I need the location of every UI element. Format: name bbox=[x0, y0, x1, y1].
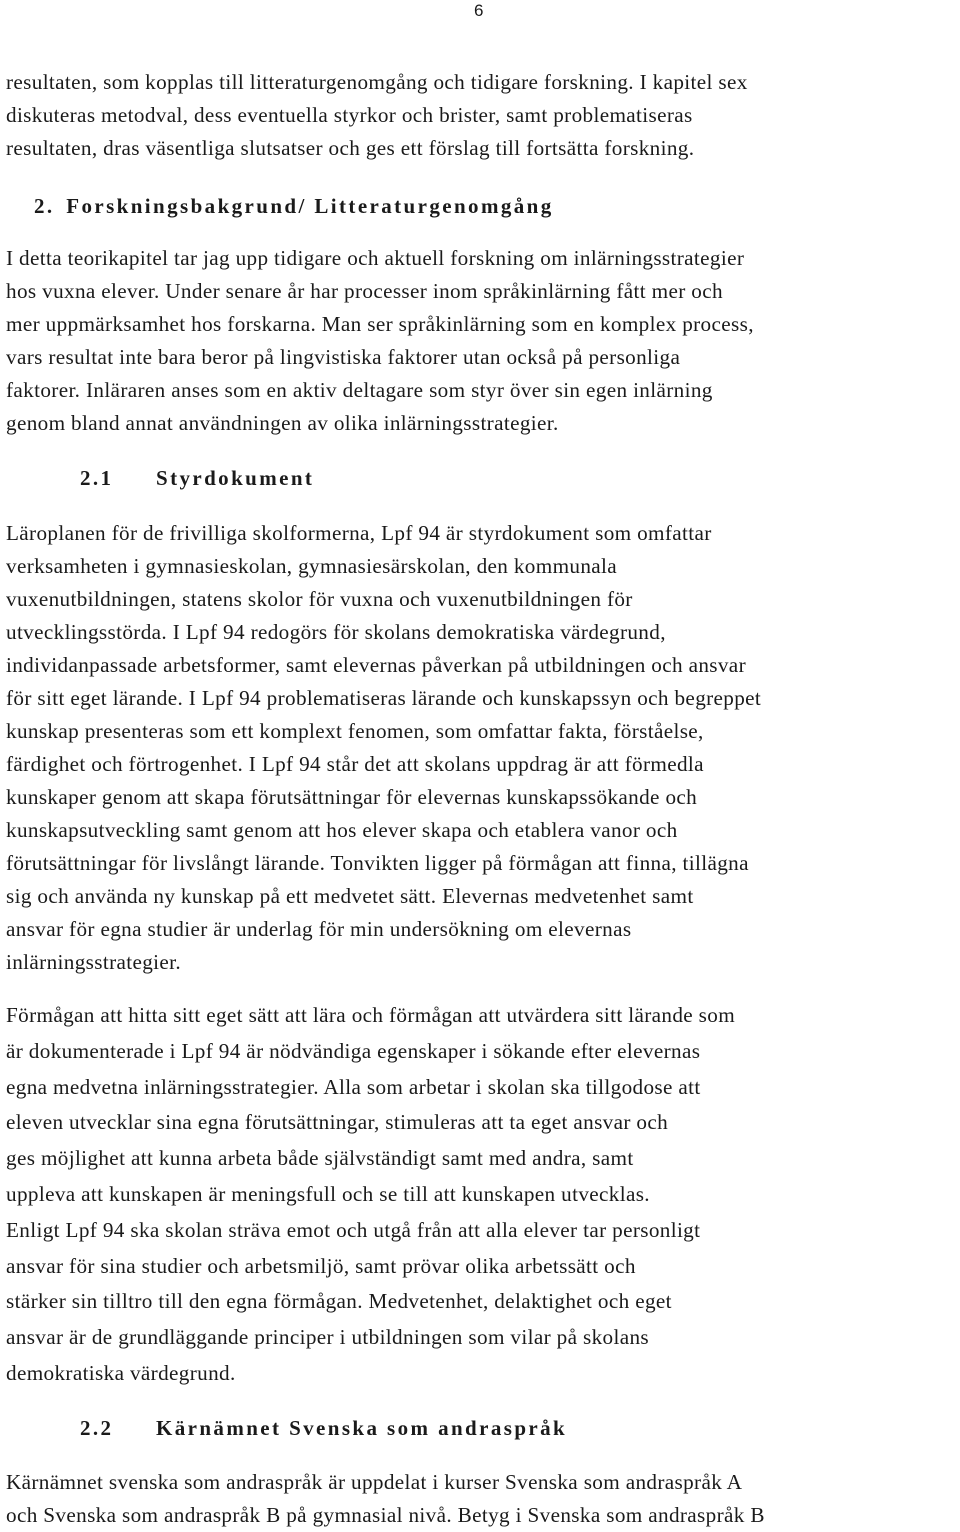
intro-paragraph bbox=[6, 66, 954, 165]
section-2-paragraph bbox=[6, 242, 954, 440]
text-line: faktorer. Inläraren anses som en aktiv deltagare som styr över sin egen inlärning bbox=[6, 378, 713, 402]
text-line: mer uppmärksamhet hos forskarna. Man ser språkinlärning som en komplex process, bbox=[6, 312, 754, 336]
text-line: Kärnämnet svenska som andraspråk är uppdelat i kurser Svenska som andraspråk A bbox=[6, 1470, 743, 1494]
page-number: 6 bbox=[474, 1, 484, 20]
section-number: 2.1 bbox=[80, 466, 114, 490]
text-line: resultaten, som kopplas till litteraturgenomgång och tidigare forskning. I kapitel sex bbox=[6, 70, 748, 94]
section-number: 2.2 bbox=[80, 1416, 114, 1440]
section-2-1-heading bbox=[80, 464, 314, 492]
text-line: ansvar för egna studier är underlag för min undersökning om elevernas bbox=[6, 917, 632, 941]
text-line: individanpassade arbetsformer, samt elevernas påverkan på utbildningen och ansvar bbox=[6, 653, 746, 677]
section-title: Styrdokument bbox=[156, 466, 315, 490]
text-line: egna medvetna inlärningsstrategier. Alla som arbetar i skolan ska tillgodose att bbox=[6, 1074, 701, 1099]
text-line: verksamheten i gymnasieskolan, gymnasiesärskolan, den kommunala bbox=[6, 554, 618, 578]
text-line: resultaten, dras väsentliga slutsatser och ges ett förslag till fortsätta forskning. bbox=[6, 136, 695, 160]
text-line: Enligt Lpf 94 ska skolan sträva emot och utgå från att alla elever tar personligt bbox=[6, 1217, 701, 1242]
text-line: kunskaper genom att skapa förutsättningar för elevernas kunskapssökande och bbox=[6, 785, 698, 809]
text-line: för sitt eget lärande. I Lpf 94 problematiseras lärande och kunskapssyn och begreppet bbox=[6, 686, 762, 710]
text-line: eleven utvecklar sina egna förutsättningar, stimuleras att ta eget ansvar och bbox=[6, 1110, 669, 1135]
text-line: Läroplanen för de frivilliga skolformerna, Lpf 94 är styrdokument som omfattar bbox=[6, 521, 712, 545]
text-line: vuxenutbildningen, statens skolor för vuxna och vuxenutbildningen för bbox=[6, 587, 633, 611]
text-line: hos vuxna elever. Under senare år har processer inom språkinlärning fått mer och bbox=[6, 279, 723, 303]
text-line: utvecklingsstörda. I Lpf 94 redogörs för skolans demokratiska värdegrund, bbox=[6, 620, 666, 644]
section-2-1-paragraph-2 bbox=[6, 998, 954, 1392]
text-line: färdighet och förtrogenhet. I Lpf 94 står det att skolans uppdrag är att förmedla bbox=[6, 752, 704, 776]
text-line: uppleva att kunskapen är meningsfull och se till att kunskapen utvecklas. bbox=[6, 1181, 650, 1206]
section-title: Forskningsbakgrund/ Litteraturgenomgång bbox=[66, 194, 554, 218]
text-line: är dokumenterade i Lpf 94 är nödvändiga egenskaper i sökande efter elevernas bbox=[6, 1038, 701, 1063]
text-line: ansvar för sina studier och arbetsmiljö, samt prövar olika arbetssätt och bbox=[6, 1253, 636, 1278]
text-line: inlärningsstrategier. bbox=[6, 950, 182, 974]
text-line: kunskap presenteras som ett komplext fenomen, som omfattar fakta, förståelse, bbox=[6, 719, 704, 743]
text-line: ges möjlighet att kunna arbeta både självständigt samt med andra, samt bbox=[6, 1146, 634, 1171]
section-2-heading bbox=[34, 192, 554, 220]
section-title: Kärnämnet Svenska som andraspråk bbox=[156, 1416, 568, 1440]
text-line: kunskapsutveckling samt genom att hos elever skapa och etablera vanor och bbox=[6, 818, 678, 842]
text-line: vars resultat inte bara beror på lingvistiska faktorer utan också på personliga bbox=[6, 345, 681, 369]
text-line: sig och använda ny kunskap på ett medvetet sätt. Elevernas medvetenhet samt bbox=[6, 884, 694, 908]
text-line: Förmågan att hitta sitt eget sätt att lära och förmågan att utvärdera sitt lärande som bbox=[6, 1003, 736, 1027]
section-number: 2. bbox=[34, 194, 55, 218]
section-2-2-paragraph bbox=[6, 1466, 954, 1532]
text-line: förutsättningar för livslångt lärande. Tonvikten ligger på förmågan att finna, tillägna bbox=[6, 851, 749, 875]
text-line: stärker sin tilltro till den egna förmågan. Medvetenhet, delaktighet och eget bbox=[6, 1289, 672, 1314]
text-line: diskuteras metodval, dess eventuella styrkor och brister, samt problematiseras bbox=[6, 103, 693, 127]
text-line: genom bland annat användningen av olika inlärningsstrategier. bbox=[6, 411, 559, 435]
text-line: demokratiska värdegrund. bbox=[6, 1360, 236, 1385]
text-line: ansvar är de grundläggande principer i utbildningen som vilar på skolans bbox=[6, 1325, 649, 1350]
section-2-2-heading bbox=[80, 1414, 567, 1442]
text-line: och Svenska som andraspråk B på gymnasial nivå. Betyg i Svenska som andraspråk B bbox=[6, 1503, 765, 1527]
text-line: I detta teorikapitel tar jag upp tidigare och aktuell forskning om inlärningsstrategier bbox=[6, 246, 745, 270]
section-2-1-paragraph-1 bbox=[6, 517, 954, 979]
